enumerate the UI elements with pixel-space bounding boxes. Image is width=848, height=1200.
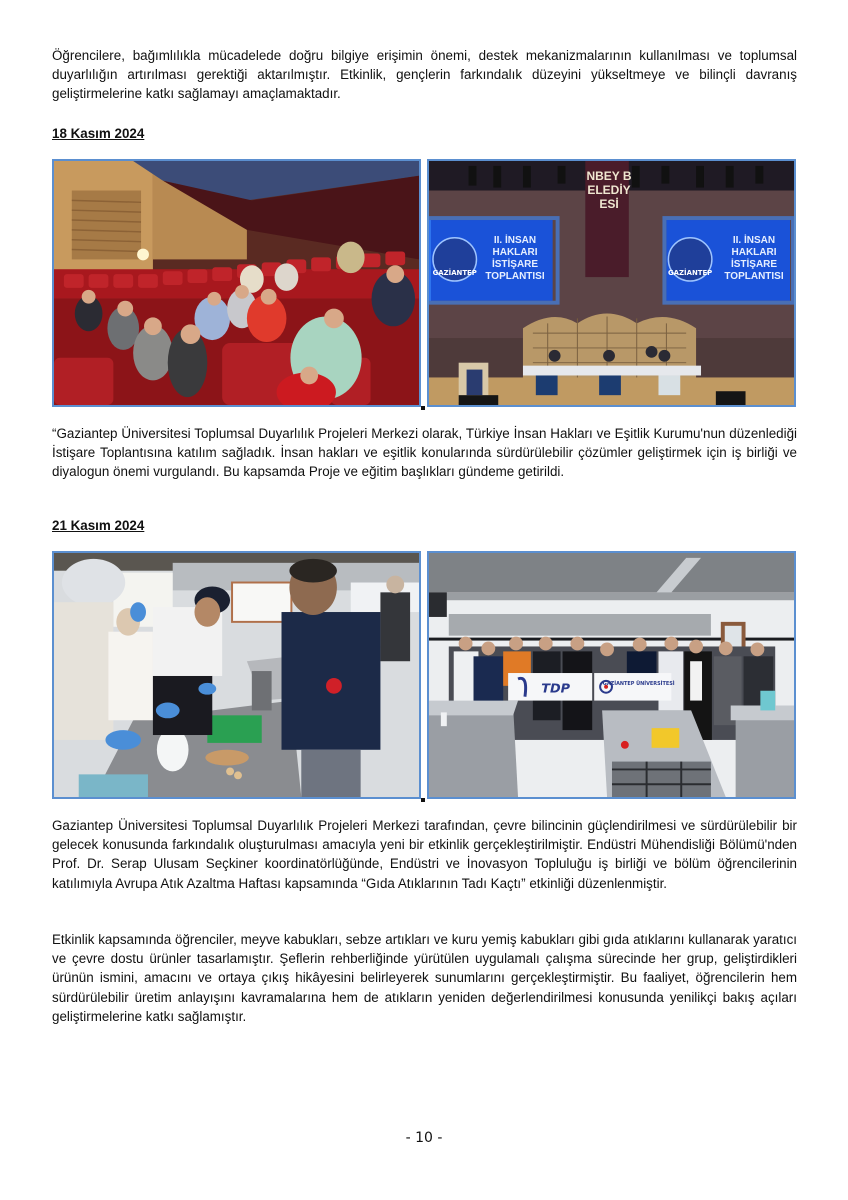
section-2-paragraph-2: Etkinlik kapsamında öğrenciler, meyve kabukları, sebze artıkları ve kuru yemiş kabukları gibi gıda atıklarını kullanarak yaratıcı ve çevre dostu ürünler tasarlamıştır. Şeflerin rehberliğinde yürütülen uygulamalı çalışma sürecinde her grup, geliştirdikleri ürünün ismini, amacını ve ortaya çıkış hikâyesini belirleyerek sunumlarını gerçekleştirmiştir. Bu faaliyet, öğrencilerin hem sürdürülebilir üretim anlayışını kavramalarına hem de atıkların yeniden değerlendirilmesi konusunda yenilikçi bakış açıları geliştirmelerine katkı sağlamıştır. bbox=[52, 932, 797, 1024]
intro-paragraph: Öğrencilere, bağımlılıkla mücadelede doğru bilgiye erişimin önemi, destek mekanizmalarının kullanılması ve toplumsal duyarlılığın artırılması gerektiği aktarılmıştır. Etkinlik, gençlerin farkındalık düzeyini yükseltmeye ve bilinçli davranış geliştirmelerine katkı sağlamayı amaçlamaktadır. bbox=[52, 48, 797, 102]
belediye-banner-text: NBEY BELEDİYESİ bbox=[586, 169, 632, 211]
image-anchor-mark-2 bbox=[421, 798, 425, 802]
screen-title-left: II. İNSAN HAKLARI İSTİŞARE TOPLANTISI bbox=[485, 235, 545, 282]
screen-title-right: II. İNSAN HAKLARI İSTİŞARE TOPLANTISI bbox=[724, 235, 784, 282]
page-number: - 10 - bbox=[405, 1130, 443, 1146]
kitchen-workshop-photo bbox=[52, 551, 421, 799]
image-anchor-mark bbox=[421, 406, 425, 410]
group-photo-with-banners bbox=[427, 551, 796, 799]
screen-logo-text-right: GAZİANTEP bbox=[668, 269, 713, 278]
university-banner-text: GAZİANTEP ÜNİVERSİTESİ bbox=[602, 680, 675, 687]
section-2-paragraph-1: Gaziantep Üniversitesi Toplumsal Duyarlılık Projeleri Merkezi tarafından, çevre bilincinin güçlendirilmesi ve sürdürülebilir bir gelecek konusunda farkındalık oluşturulması amacıyla yeni bir etkinlik gerçekleştirilmiştir. Endüstri Mühendisliği Bölümü'nden Prof. Dr. Serap Ulusam Seçkiner koordinatörlüğünde, Endüstri ve İnovasyon Topluluğu iş birliği ve bölüm öğrencilerinin katılımıyla Avrupa Atık Azaltma Haftası kapsamında “Gıda Atıklarının Tadı Kaçtı” etkinliği düzenlenmiştir. bbox=[52, 818, 797, 891]
auditorium-audience-photo bbox=[52, 159, 421, 407]
section-date-1: 18 Kasım 2024 bbox=[52, 126, 145, 141]
section-date-2: 21 Kasım 2024 bbox=[52, 518, 145, 533]
screen-logo-text-left: GAZİANTEP bbox=[432, 269, 477, 278]
section-1-paragraph: “Gaziantep Üniversitesi Toplumsal Duyarlılık Projeleri Merkezi olarak, Türkiye İnsan Hakları ve Eşitlik Kurumu'nun düzenlediği İstişare Toplantısına katılım sağladık. İnsan hakları ve eşitlik konularında sürdürülebilir çözümler geliştirmek için iş birliği ve diyalogun önemi vurgulandı. Bu kapsamda Proje ve eğitim başlıkları gündeme getirildi. bbox=[52, 426, 797, 480]
tdp-banner-text: TDP bbox=[541, 681, 571, 697]
stage-panel-photo bbox=[427, 159, 796, 407]
